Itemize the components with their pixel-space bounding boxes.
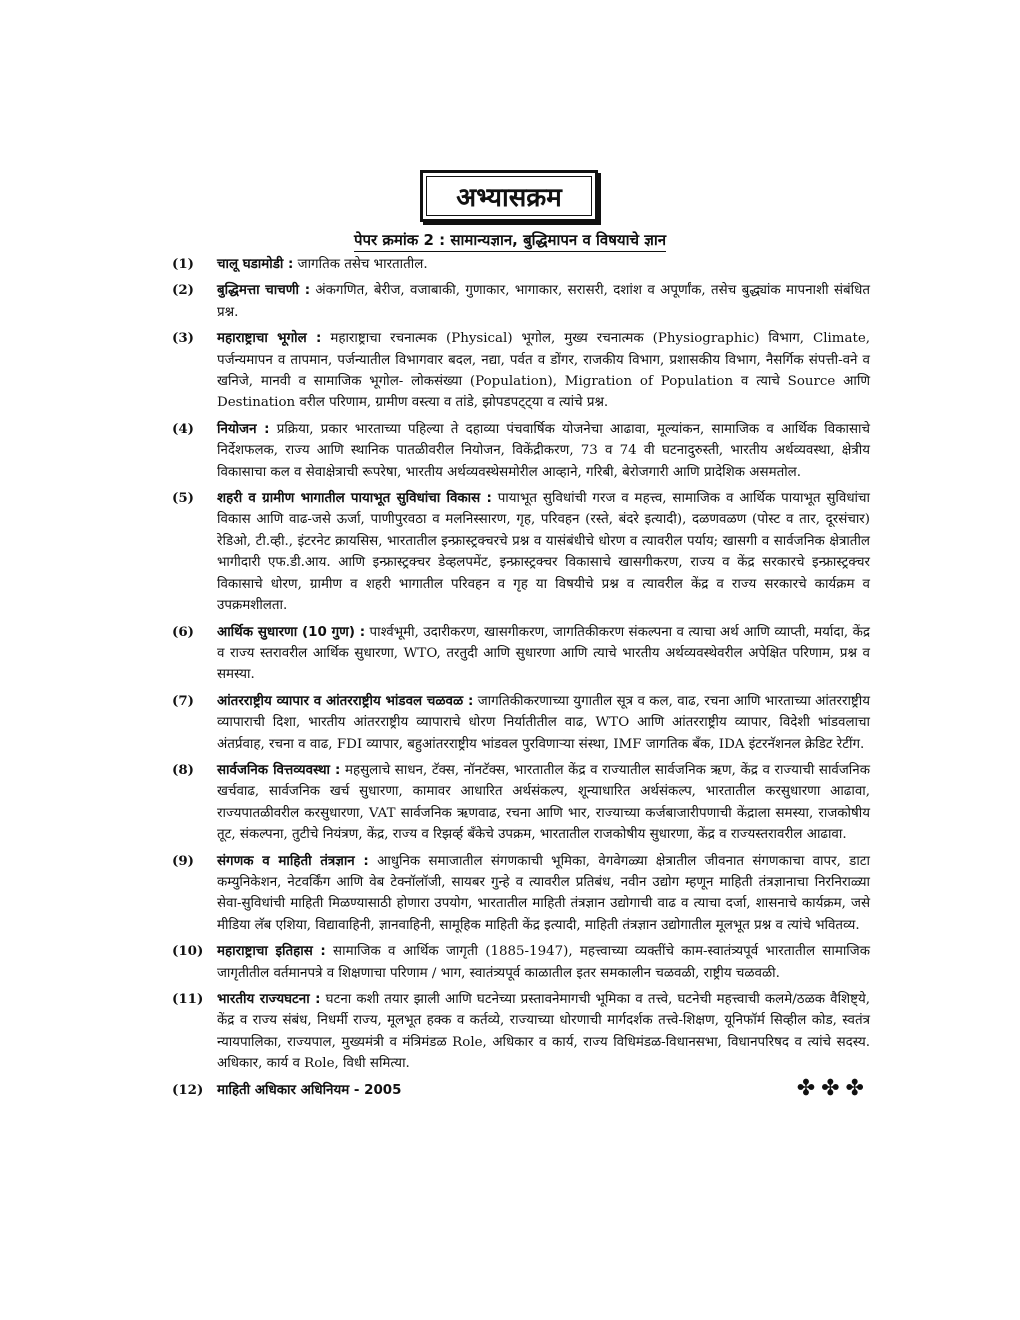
item-number: (7) bbox=[172, 692, 194, 709]
item-body bbox=[217, 280, 870, 323]
item-heading: महाराष्ट्राचा इतिहास : bbox=[217, 944, 326, 960]
item-body bbox=[217, 1075, 870, 1101]
item-number: (4) bbox=[172, 420, 194, 437]
item-number: (2) bbox=[172, 282, 194, 299]
item-text: पार्श्वभूमी, उदारीकरण, खासगीकरण, जागतिकीकरण संकल्पना व त्याचा अर्थ आणि व्याप्ती, मर्यादा, केंद्र व राज्य स्तरावरील आर्थिक सुधारणा, WTO, तरतुदी आणि सुधारणा आणि त्याचे भारतीय अर्थव्यवस्थेवरील अपेक्षित परिणाम, प्रश्न व समस्या. bbox=[217, 624, 870, 683]
item-body bbox=[217, 691, 870, 755]
item-number: (6) bbox=[172, 623, 194, 640]
item-heading: चालू घडामोडी : bbox=[217, 257, 294, 272]
item-heading: महाराष्ट्राचा भूगोल : bbox=[217, 331, 322, 347]
paper-subtitle bbox=[0, 230, 1020, 250]
syllabus-item bbox=[172, 254, 870, 275]
item-text: पायाभूत सुविधांची गरज व महत्त्व, सामाजिक व आर्थिक पायाभूत सुविधांचा विकास आणि वाढ-जसे ऊर्जा, पाणीपुरवठा व मलनिस्सारण, गृह, परिवहन (रस्ते, बंदरे इत्यादी), दळणवळण (पोस्ट व तार, दूरसंचार) रेडिओ, टी.व्ही., इंटरनेट क्रायसिस, भारतातील इन्फ्रास्ट्रक्चरचे प्रश्न व यासंबंधीचे धोरण व त्यावरील पर्याय; खासगी व सार्वजनिक क्षेत्रातील भागीदारी एफ.डी.आय. आणि इन्फ्रास्ट्रक्चर डेव्हलपमेंट, इन्फ्रास्ट्रक्चर विकासाचे खासगीकरण, राज्य व केंद्र सरकारचे इन्फ्रास्ट्रक्चर विकासाचे धोरण, ग्रामीण व शहरी भागातील परिवहन व गृह या विषयीचे प्रश्न व त्यावरील केंद्र व राज्य सरकारचे कार्यक्रम व उपक्रमशीलता. bbox=[217, 491, 870, 614]
syllabus-title-box bbox=[420, 170, 598, 222]
item-number: (11) bbox=[172, 991, 204, 1007]
item-heading: आंतरराष्ट्रीय व्यापार व आंतरराष्ट्रीय भांडवल चळवळ : bbox=[217, 693, 474, 709]
syllabus-item bbox=[172, 328, 870, 414]
page-title: अभ्यासक्रम bbox=[456, 183, 562, 213]
item-body bbox=[217, 488, 870, 616]
item-text: जागतिकीकरणाच्या युगातील सूत्र व कल, वाढ, रचना आणि भारताच्या आंतरराष्ट्रीय व्यापाराची दिशा, भारतीय आंतरराष्ट्रीय व्यापाराचे धोरण निर्यातीतील वाढ, WTO आणि आंतरराष्ट्रीय व्यापार, विदेशी भांडवलाचा अंतर्प्रवाह, रचना व वाढ, FDI व्यापार, बहुआंतरराष्ट्रीय भांडवल पुरविणाऱ्या संस्था, IMF जागतिक बँक, IDA इंटरनॅशनल क्रेडिट रेटींग. bbox=[217, 693, 870, 752]
item-text: आधुनिक समाजातील संगणकाची भूमिका, वेगवेगळ्या क्षेत्रातील जीवनात संगणकाचा वापर, डाटा कम्युनिकेशन, नेटवर्किंग आणि वेब टेक्नॉलॉजी, सायबर गुन्हे व त्यावरील प्रतिबंध, नवीन उद्योग म्हणून माहिती तंत्रज्ञानाचा निरनिराळ्या सेवा-सुविधांची माहिती मिळण्यासाठी होणारा उपयोग, भारतातील माहिती तंत्रज्ञान उद्योगाची वाढ व त्याचा दर्जा, शासनाचे कार्यक्रम, जसे मीडिया लॅब एशिया, विद्यावाहिनी, ज्ञानवाहिनी, सामूहिक माहिती केंद्र इत्यादी, माहिती तंत्रज्ञान उद्योगातील मूलभूत प्रश्न व त्यांचे भवितव्य. bbox=[217, 853, 871, 933]
item-text: प्रक्रिया, प्रकार भारताच्या पहिल्या ते दहाव्या पंचवार्षिक योजनेचा आढावा, मूल्यांकन, सामाजिक व आर्थिक विकासाचे निर्देशफलक, राज्य आणि स्थानिक पातळीवरील नियोजन, विकेंद्रीकरण, 73 व 74 वी घटनादुरुस्ती, भारतीय अर्थव्यवस्था, क्षेत्रीय विकासाचा कल व सेवाक्षेत्राची रूपरेषा, भारतीय अर्थव्यवस्थेसमोरील आव्हाने, गरिबी, बेरोजगारी आणि प्रादेशिक असमतोल. bbox=[217, 421, 870, 480]
item-body bbox=[217, 419, 870, 483]
item-number: (1) bbox=[172, 256, 194, 272]
item-number: (12) bbox=[172, 1081, 204, 1098]
item-heading: आर्थिक सुधारणा (10 गुण) : bbox=[217, 624, 366, 640]
syllabus-item bbox=[172, 941, 870, 984]
item-heading: भारतीय राज्यघटना : bbox=[217, 992, 321, 1007]
syllabus-list bbox=[172, 254, 870, 1106]
syllabus-item bbox=[172, 419, 870, 483]
item-heading: शहरी व ग्रामीण भागातील पायाभूत सुविधांचा विकास : bbox=[217, 491, 492, 507]
syllabus-item bbox=[172, 989, 870, 1075]
syllabus-item bbox=[172, 760, 870, 846]
item-number: (9) bbox=[172, 852, 194, 869]
item-heading: नियोजन : bbox=[217, 421, 270, 437]
item-text: घटना कशी तयार झाली आणि घटनेच्या प्रस्तावनेमागची भूमिका व तत्त्वे, घटनेची महत्त्वाची कलमे/ठळक वैशिष्ट्ये, केंद्र व राज्य संबंध, निधर्मी राज्य, मूलभूत हक्क व कर्तव्ये, राज्याच्या धोरणाची मार्गदर्शक तत्त्वे-शिक्षण, यूनिफॉर्म सिव्हील कोड, स्वतंत्र न्यायपालिका, राज्यपाल, मुख्यमंत्री व मंत्रिमंडळ Role, अधिकार व कार्य, राज्य विधिमंडळ-विधानसभा, विधानपरिषद व त्यांचे सदस्य. अधिकार, कार्य व Role, विधी समित्या. bbox=[217, 992, 870, 1072]
item-body bbox=[217, 622, 870, 686]
item-body bbox=[217, 989, 870, 1075]
item-number: (5) bbox=[172, 490, 194, 507]
item-text: महसुलाचे साधन, टॅक्स, नॉनटॅक्स, भारतातील केंद्र व राज्यातील सार्वजनिक ऋण, केंद्र व राज्याची सार्वजनिक खर्चवाढ, सार्वजनिक खर्च सुधारणा, कामावर आधारित अर्थसंकल्प, शून्याधारित अर्थसंकल्प, भारतातील करसुधारणा आढावा, राज्यपातळीवरील करसुधारणा, VAT सार्वजनिक ऋणवाढ, रचना आणि भार, राज्याच्या कर्जबाजारीपणाची केंद्राला समस्या, राजकोषीय तूट, संकल्पना, तुटीचे नियंत्रण, केंद्र, राज्य व रिझर्व्ह बँकेचे उपक्रम, भारतातील राजकोषीय सुधारणा, केंद्र व राज्यस्तरावरील आढावा. bbox=[217, 762, 870, 843]
item-heading: माहिती अधिकार अधिनियम - 2005 bbox=[217, 1082, 402, 1098]
syllabus-item bbox=[172, 488, 870, 616]
item-number: (8) bbox=[172, 761, 194, 778]
item-body bbox=[217, 851, 870, 937]
item-text: अंकगणित, बेरीज, वजाबाकी, गुणाकार, भागाकार, सरासरी, दशांश व अपूर्णांक, तसेच बुद्ध्यांक मापनाशी संबंधित प्रश्न. bbox=[217, 283, 870, 320]
item-number: (10) bbox=[172, 943, 204, 960]
item-body bbox=[217, 328, 870, 414]
subtitle-text: पेपर क्रमांक 2 : सामान्यज्ञान, बुद्धिमापन व विषयाचे ज्ञान bbox=[354, 231, 666, 252]
ornament-icon: ✤✤✤ bbox=[796, 1075, 870, 1101]
item-text: सामाजिक व आर्थिक जागृती (1885-1947), महत्त्वाच्या व्यक्तींचे काम-स्वातंत्र्यपूर्व भारतातील सामाजिक जागृतीतील वर्तमानपत्रे व शिक्षणाचा परिणाम / भाग, स्वातंत्र्यपूर्व काळातील इतर समकालीन चळवळी, राष्ट्रीय चळवळी. bbox=[217, 944, 870, 981]
item-heading: सार्वजनिक वित्तव्यवस्था : bbox=[217, 762, 341, 778]
item-number: (3) bbox=[172, 330, 194, 347]
syllabus-item bbox=[172, 691, 870, 755]
syllabus-item bbox=[172, 851, 870, 937]
syllabus-item bbox=[172, 622, 870, 686]
item-text: जागतिक तसेच भारतातील. bbox=[297, 257, 428, 272]
item-body bbox=[217, 941, 870, 984]
item-body bbox=[217, 760, 870, 846]
syllabus-item bbox=[172, 1075, 870, 1101]
item-heading: बुद्धिमत्ता चाचणी : bbox=[217, 283, 311, 299]
syllabus-item bbox=[172, 280, 870, 323]
item-heading: संगणक व माहिती तंत्रज्ञान : bbox=[217, 853, 369, 869]
item-text: महाराष्ट्राचा रचनात्मक (Physical) भूगोल, मुख्य रचनात्मक (Physiographic) विभाग, Climate, पर्जन्यमापन व तापमान, पर्जन्यातील विभागवार बदल, नद्या, पर्वत व डोंगर, राजकीय विभाग, प्रशासकीय विभाग, नैसर्गिक संपत्ती-वने व खनिजे, मानवी व सामाजिक भूगोल- लोकसंख्या (Population), Migration of Population व त्याचे Source आणि Destination वरील परिणाम, ग्रामीण वस्त्या व तांडे, झोपडपट्ट्या व त्यांचे प्रश्न. bbox=[217, 331, 871, 411]
item-body bbox=[217, 254, 870, 275]
